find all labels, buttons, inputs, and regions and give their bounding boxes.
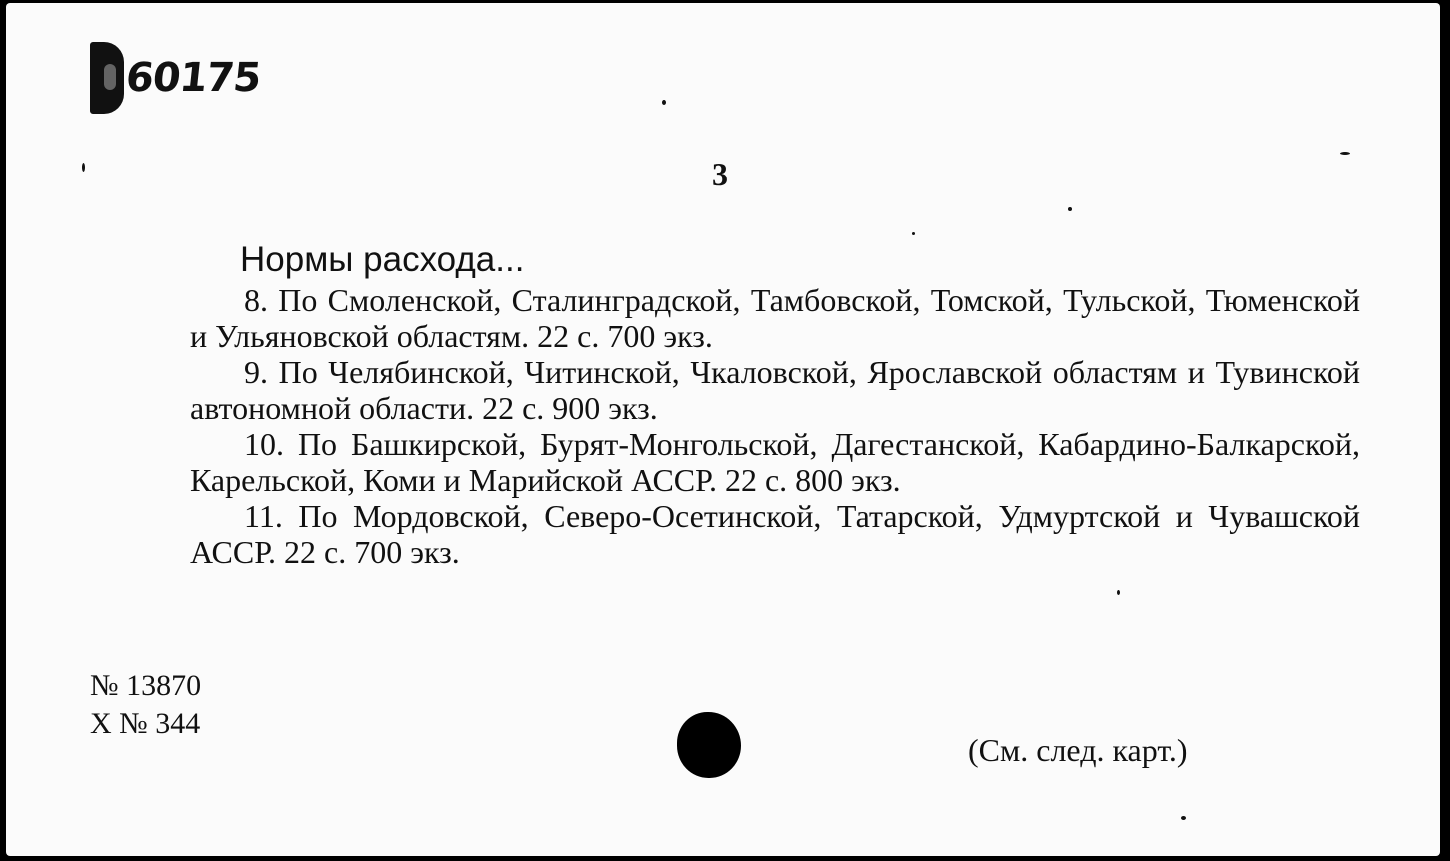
entry-11: 11. По Мордовской, Северо-Осетинской, Татарской, Удмуртской и Чувашской АССР. 22 с. 700 экз. (190, 498, 1360, 570)
speck (82, 163, 85, 172)
speck (1181, 816, 1186, 820)
speck (912, 232, 915, 235)
shelfmark (90, 42, 263, 114)
series-number: X № 344 (90, 707, 201, 740)
shelfmark-stamp (90, 42, 124, 114)
punch-hole (677, 712, 741, 778)
card-text (190, 238, 1360, 570)
footer-numbers (90, 667, 201, 743)
entry-8: 8. По Смоленской, Сталинградской, Тамбовской, Томской, Тульской, Тюменской и Ульяновской областям. 22 с. 700 экз. (190, 282, 1360, 354)
speck (1117, 590, 1120, 595)
entry-10: 10. По Башкирской, Бурят-Монгольской, Дагестанской, Кабардино-Балкарской, Карельской, Коми и Марийской АССР. 22 с. 800 экз. (190, 426, 1360, 498)
card-heading: Нормы расхода... (240, 240, 525, 279)
speck (1340, 152, 1350, 155)
speck (662, 100, 666, 105)
shelfmark-number: 60175 (123, 55, 263, 101)
page-number: 3 (712, 156, 728, 192)
entry-9: 9. По Челябинской, Читинской, Чкаловской, Ярославской областям и Тувинской автономной области. 22 с. 900 экз. (190, 354, 1360, 426)
record-number: № 13870 (90, 669, 202, 702)
speck (1068, 207, 1072, 211)
see-next-card: (См. след. карт.) (968, 732, 1188, 768)
